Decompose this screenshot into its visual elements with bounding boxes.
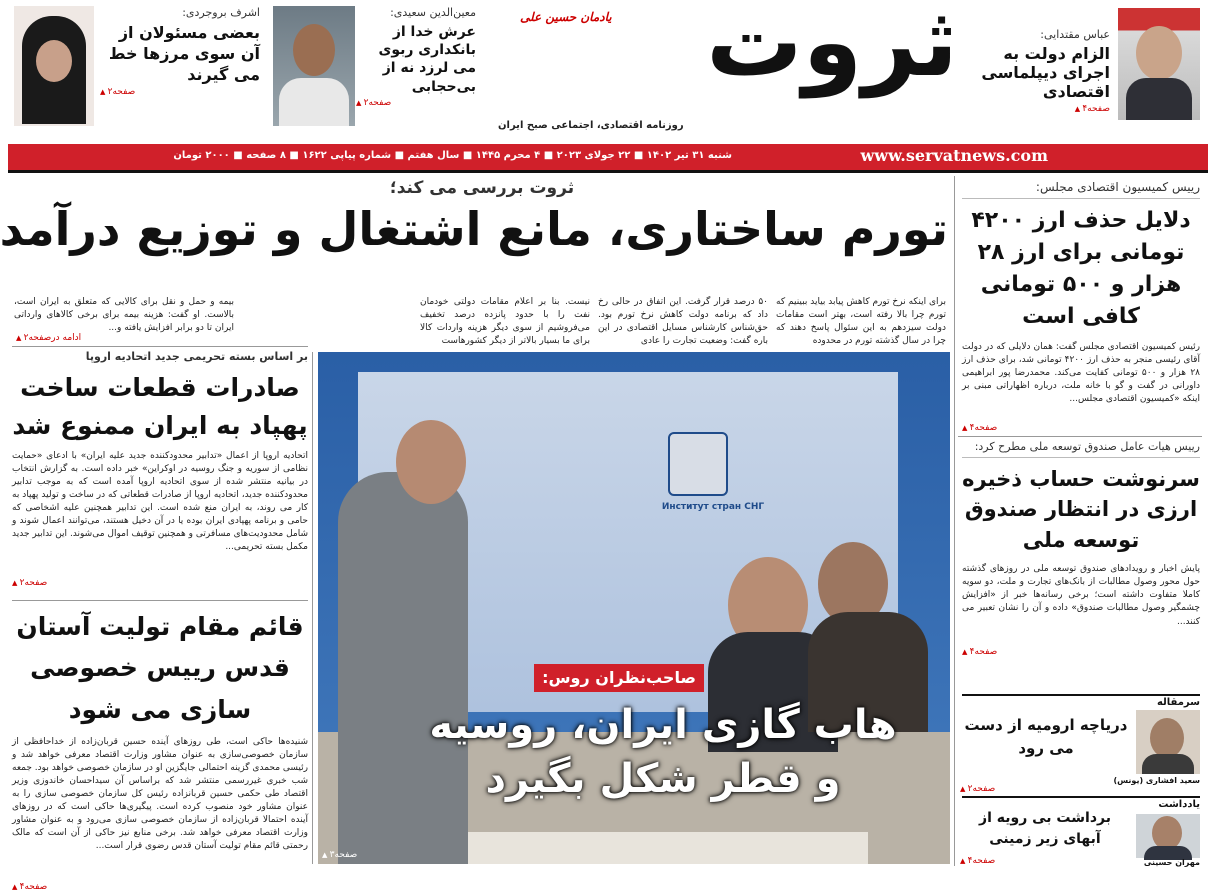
story-exchange-rate[interactable] xyxy=(962,180,1200,433)
teaser-boroujerdi[interactable] xyxy=(100,6,260,97)
masthead-rule xyxy=(8,170,1208,173)
main-continue-ref: ادامه درصفحه۲ ▲ xyxy=(16,333,81,343)
note-page-ref: صفحه۴ ▲ xyxy=(960,856,995,866)
story-divider xyxy=(12,600,308,601)
teaser-headline[interactable]: الزام دولت به اجرای دیپلماسی اقتصادی xyxy=(981,44,1110,102)
teaser-name: عباس مقتدایی: xyxy=(1040,28,1110,41)
story-page-ref: صفحه۴ ▲ xyxy=(962,423,1200,433)
lead-photo-headline[interactable]: هاب گازی ایران، روسیه و قطر شکل بگیرد xyxy=(429,702,897,802)
teaser-page-ref: صفحه۴ ▲ xyxy=(974,104,1110,114)
story-kicker: رییس کمیسیون اقتصادی مجلس: xyxy=(962,180,1200,199)
story-page-ref: صفحه۴ ▲ xyxy=(12,882,308,892)
main-col-4: بیمه و حمل و نقل برای کالایی که متعلق به ایران است، بالاست. او گفت: هزینه بیمه برای برخی کالاهای وارداتی ایران تا دو برابر افزایش یافته و... xyxy=(14,297,234,334)
note-author-photo xyxy=(1136,814,1200,858)
note-label-text: یادداشت xyxy=(1158,799,1200,810)
main-col-1: برای اینکه نرخ تورم کاهش پیابد بیاید ببینیم که تورم چرا بالا رفته است، بهتر است مقامات دولت سیزدهم به این سئوال پاسخ دهند که چرا در سال گذشته تورم در محدوده xyxy=(776,297,946,347)
banner-sign-text: Институт стран СНГ xyxy=(661,502,765,512)
story-development-fund[interactable] xyxy=(962,440,1200,657)
story-headline[interactable]: دلایل حذف ارز ۴۲۰۰ تومانی برای ارز ۲۸ هزار و ۵۰۰ تومانی کافی است xyxy=(971,208,1191,329)
editorial-page-ref: صفحه۲ ▲ xyxy=(960,784,995,794)
main-headline[interactable]: تورم ساختاری، مانع اشتغال و توزیع درآمد xyxy=(0,202,948,256)
teaser-photo-moghtadaei xyxy=(1118,8,1200,120)
column-divider xyxy=(312,352,313,864)
lead-page-ref: صفحه۳ ▲ xyxy=(322,850,357,860)
story-divider xyxy=(958,436,1202,437)
lead-photo-kicker xyxy=(534,664,704,692)
teaser-headline[interactable]: عرش خدا از بانکداری ربوی می لرزد نه از بی‌حجابی xyxy=(378,24,476,95)
story-body: پایش اخبار و رویدادهای صندوق توسعه ملی در روزهای گذشته حول محور وصول مطالبات از بانک‌های تجارت و ملت، دو سویه کاملا متفاوت داشته است؛ برخی رسانه‌ها خبر از «افزایش چشمگیر وصول مطالبات صندوق» داده و آن را نشان تعبیر می کنند... xyxy=(962,564,1200,627)
editorial-headline[interactable]: دریاچه ارومیه از دست می رود xyxy=(964,716,1128,757)
story-privatization[interactable] xyxy=(12,606,308,892)
dateline: شنبه ۳۱ تیر ۱۴۰۲ ■ ۲۲ جولای ۲۰۲۳ ■ ۴ محرم ۱۴۴۵ ■ سال هفتم ■ شماره پیاپی ۱۶۲۲ ■ ۸ صفحه ■ ۲۰۰۰ تومان xyxy=(173,150,732,161)
website-link[interactable]: www.servatnews.com xyxy=(860,146,1048,165)
story-headline[interactable]: سرنوشت حساب ذخیره ارزی در انتظار صندوق توسعه ملی xyxy=(962,467,1200,552)
teaser-page-ref: صفحه۲ ▲ xyxy=(356,98,476,108)
story-divider xyxy=(12,346,308,347)
masthead-date-bar xyxy=(8,144,1208,170)
logo-text: ثروت xyxy=(706,0,958,98)
main-story[interactable] xyxy=(0,178,948,257)
editorial-label-text: سرمقاله xyxy=(1156,697,1200,708)
story-page-ref: صفحه۴ ▲ xyxy=(962,647,1200,657)
teaser-name: معین‌الدین سعیدی: xyxy=(390,6,476,19)
emblem-icon xyxy=(668,432,728,496)
teaser-photo-saeedi xyxy=(273,6,355,126)
story-headline[interactable]: صادرات قطعات ساخت پهپاد به ایران ممنوع شد xyxy=(12,373,308,440)
editorial-author-photo xyxy=(1136,710,1200,774)
teaser-page-ref: صفحه۲ ▲ xyxy=(100,87,260,97)
teaser-headline[interactable]: بعضی مسئولان از آن سوی مرزها خط می گیرند xyxy=(108,23,260,84)
editorial-author: سعید افشاری (یونس) xyxy=(1113,776,1200,785)
main-col-3: نیست. بنا بر اعلام مقامات دولتی خودمان نفت را با حدود پانزده درصد تخفیف می‌فروشیم از سوی دیگر هزینه واردات کالا برای ما بسیار بالاتر از دیگر کشورهاست xyxy=(420,297,590,347)
teaser-moghtadaei[interactable] xyxy=(974,28,1110,114)
story-page-ref: صفحه۲ ▲ xyxy=(12,578,308,588)
logo-sub: یادمان حسین علی xyxy=(520,10,612,24)
lead-kicker-text: صاحب‌نظران روس: xyxy=(542,668,696,687)
editorial-label xyxy=(962,694,1200,708)
main-kicker: ثروت بررسی می کند؛ xyxy=(389,178,575,198)
story-drone-parts[interactable] xyxy=(12,350,308,588)
note-headline[interactable]: برداشت بی رویه از آبهای زیر زمینی xyxy=(979,810,1111,847)
story-kicker: رییس هیات عامل صندوق توسعه ملی مطرح کرد: xyxy=(962,440,1200,458)
story-headline[interactable]: قائم مقام تولیت آستان قدس رییس خصوصی سازی می شود xyxy=(16,612,304,724)
masthead-logo xyxy=(478,0,978,131)
note[interactable] xyxy=(962,808,1128,850)
editorial[interactable] xyxy=(962,714,1130,759)
masthead-tagline: روزنامه اقتصادی، اجتماعی صبح ایران xyxy=(498,120,684,131)
note-author: مهران حسینی xyxy=(1143,858,1200,867)
story-body: اتحادیه اروپا از اعمال «تدابیر محدودکننده جدید علیه ایران» با ادعای «حمایت نظامی از سوریه و جنگ روسیه در اوکراین» خبر داده است. به گزارش انتخاب در بیانیه منتشر شده از سوی اتحادیه اروپا آمده است که به موجب تدابیر محدودکننده جدید، اتحادیه اروپا از صادرات قطعاتی که در ساخت و تولید پهپاد به کار می روند، به ایران منع شده است. این تدابیر همچنین علیه اشخاصی که حامی و برنامه پهپادی ایران بوده یا در آن دخیل هستند، می‌توانند اعمال شوند و شامل محدودیت‌های مسافرتی و همچنین توقیف اموال می‌شوند. این تدابیر جدید مکمل بسته تحریمی... xyxy=(12,451,308,553)
main-col-2: ۵۰ درصد قرار گرفت. این اتفاق در حالی رخ داد که برنامه دولت کاهش نرخ تورم بود. حق‌شناس کارشناس مسایل اقتصادی در این باره گفت: وضعیت تجارت را عادی xyxy=(598,297,768,347)
teaser-saeedi[interactable] xyxy=(356,6,476,108)
story-body: شنیده‌ها حاکی است، طی روزهای آینده حسین قربان‌زاده از خداحافظی از سازمان خصوصی‌سازی به عنوان مشاور وزارت اقتصاد معرفی خواهد شد و رئیسی محمدی گزینه احتمالی جایگزین او در سازمان خصوصی خواهد بود. جمعه شب خبری غیررسمی منتشر شد که براساس آن سیداحسان خاندوزی وزیر اقتصاد طی حکمی حسین قربانزاده رئیس کل سازمان خصوصی سازی را به عنوان مشاور خود منصوب کرده است. پیگیری‌ها حاکی است که در روزهای آینده احتمالا قربان‌زاده از سازمان خصوصی سازی می‌رود و به عنوان مشاور وزارت اقتصاد معرفی خواهد شد. برخی منابع نیز حاکی از آن است که مالک رحمتی قائم مقام تولیت آستان قدس رضوی قرار است... xyxy=(12,736,308,852)
story-kicker: بر اساس بسته تحریمی جدید اتحادیه اروپا xyxy=(85,350,308,363)
story-body: رئیس کمیسیون اقتصادی مجلس گفت: همان دلایلی که در دولت آقای رئیسی منجر به حذف ارز ۴۲۰۰ تومانی شد، برای حذف ارز ۲۸ هزار و ۵۰۰ تومانی کفایت می‌کند. محمدرضا پور ابراهیمی داورانی در گفت و گو با خانه ملت، درباره اظهاراتی مبنی بر اینکه «کمیسیون اقتصادی مجلس... xyxy=(962,341,1200,404)
teaser-photo-boroujerdi xyxy=(14,6,94,126)
teaser-name: اشرف بروجردی: xyxy=(182,6,260,19)
column-divider xyxy=(954,176,955,866)
